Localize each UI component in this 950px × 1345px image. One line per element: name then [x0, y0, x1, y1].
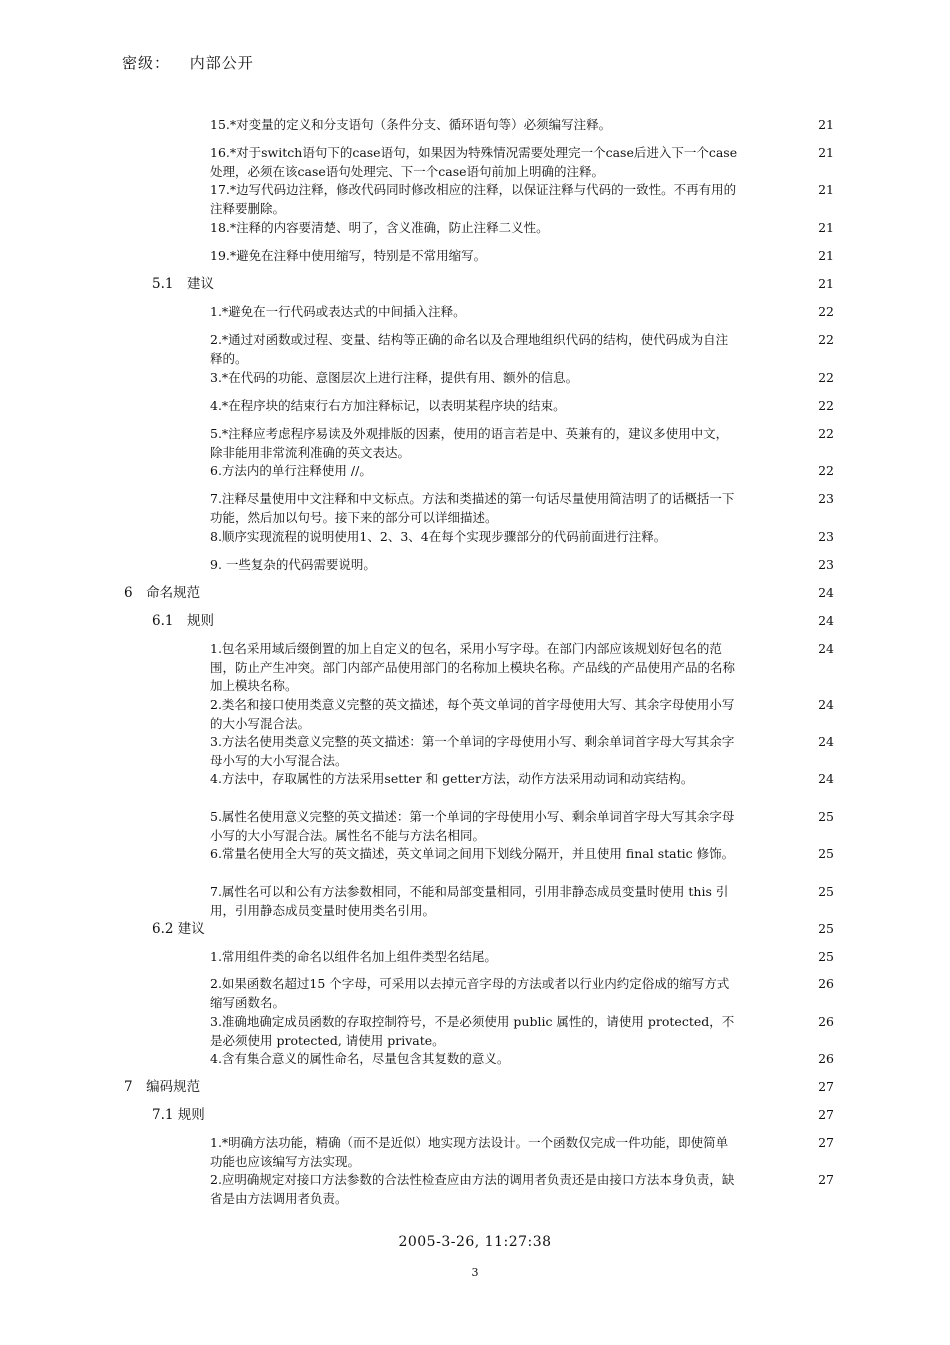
toc-entry-text: 6.常量名使用全大写的英文描述，英文单词之间用下划线分隔开，并且使用 final static 修饰。 — [210, 846, 735, 861]
toc-entry-page: 27 — [818, 1107, 834, 1122]
toc-entry-page: 22 — [818, 370, 834, 385]
toc-entry-page: 21 — [818, 145, 834, 160]
toc-entry-page: 21 — [818, 117, 834, 132]
toc-entry-text: 8.顺序实现流程的说明使用1、2、3、4在每个实现步骤部分的代码前面进行注释。 — [210, 529, 667, 544]
toc-entry-text: 17.*边写代码边注释，修改代码同时修改相应的注释，以保证注释与代码的一致性。不再有用的注释要删除。 — [210, 182, 737, 216]
toc-entry-text: 3.*在代码的功能、意图层次上进行注释，提供有用、额外的信息。 — [210, 370, 579, 385]
toc-entry-page: 23 — [818, 529, 834, 544]
toc-entry-text: 19.*避免在注释中使用缩写，特别是不常用缩写。 — [210, 248, 487, 263]
toc-entry-page: 22 — [818, 398, 834, 413]
toc-entry-page: 23 — [818, 491, 834, 506]
toc-entry[interactable] — [210, 1171, 740, 1208]
toc-entry-page: 21 — [818, 182, 834, 197]
footer-datetime: 2005-3-26, 11:27:38 — [398, 1234, 552, 1250]
toc-entry[interactable] — [152, 1106, 652, 1125]
toc-entry-text: 7.注释尽量使用中文注释和中文标点。方法和类描述的第一句话尽量使用简洁明了的话概括一下功能，然后加以句号。接下来的部分可以详细描述。 — [210, 491, 735, 525]
toc-entry[interactable] — [210, 640, 740, 696]
toc-entry[interactable] — [210, 696, 740, 733]
toc-entry-text: 3.方法名使用类意义完整的英文描述：第一个单词的字母使用小写、剩余单词首字母大写其余字母小写的大小写混合法。 — [210, 734, 735, 768]
toc-entry-text: 6.2 建议 — [152, 921, 205, 937]
toc-entry-page: 24 — [818, 613, 834, 628]
toc-entry[interactable] — [210, 462, 740, 481]
toc-entry[interactable] — [210, 331, 740, 368]
toc-entry[interactable] — [210, 733, 740, 770]
toc-entry-text: 6 命名规范 — [124, 585, 201, 601]
toc-entry[interactable] — [210, 181, 740, 218]
toc-entry-page: 26 — [818, 976, 834, 991]
toc-entry-text: 5.属性名使用意义完整的英文描述：第一个单词的字母使用小写、剩余单词首字母大写其余字母小写的大小写混合法。属性名不能与方法名相同。 — [210, 809, 735, 843]
toc-entry[interactable] — [210, 845, 740, 864]
toc-entry[interactable] — [124, 584, 684, 603]
toc-entry-page: 26 — [818, 1051, 834, 1066]
toc-entry-page: 23 — [818, 557, 834, 572]
toc-entry-page: 24 — [818, 734, 834, 749]
toc-entry-text: 15.*对变量的定义和分支语句（条件分支、循环语句等）必须编写注释。 — [210, 117, 612, 132]
toc-entry-page: 27 — [818, 1135, 834, 1150]
toc-entry-page: 25 — [818, 949, 834, 964]
footer-page-number: 3 — [471, 1266, 479, 1279]
toc-entry-page: 24 — [818, 697, 834, 712]
toc-entry-page: 26 — [818, 1014, 834, 1029]
toc-entry-page: 27 — [818, 1172, 834, 1187]
toc-entry[interactable] — [210, 770, 740, 789]
toc-entry-text: 1.常用组件类的命名以组件名加上组件类型名结尾。 — [210, 949, 497, 964]
toc-entry-page: 24 — [818, 771, 834, 786]
toc-entry[interactable] — [210, 490, 740, 527]
toc-entry-text: 2.类名和接口使用类意义完整的英文描述，每个英文单词的首字母使用大写、其余字母使用小写的大小写混合法。 — [210, 697, 735, 731]
toc-entry[interactable] — [210, 556, 740, 575]
toc-entry-page: 22 — [818, 426, 834, 441]
toc-entry-page: 25 — [818, 884, 834, 899]
toc-entry[interactable] — [152, 275, 652, 294]
toc-entry[interactable] — [210, 303, 740, 322]
toc-entry-text: 4.含有集合意义的属性命名，尽量包含其复数的意义。 — [210, 1051, 510, 1066]
toc-entry-text: 2.应明确规定对接口方法参数的合法性检查应由方法的调用者负责还是由接口方法本身负责，缺省是由方法调用者负责。 — [210, 1172, 735, 1206]
toc-entry-text: 2.*通过对函数或过程、变量、结构等正确的命名以及合理地组织代码的结构，使代码成为自注释的。 — [210, 332, 729, 366]
toc-entry-text: 1.*明确方法功能，精确（而不是近似）地实现方法设计。一个函数仅完成一件功能，即使简单功能也应该编写方法实现。 — [210, 1135, 729, 1169]
toc-entry[interactable] — [210, 975, 740, 1012]
toc-entry-text: 1.*避免在一行代码或表达式的中间插入注释。 — [210, 304, 466, 319]
toc-entry[interactable] — [210, 144, 740, 181]
toc-entry-text: 6.1 规则 — [152, 613, 214, 629]
toc-entry-page: 21 — [818, 248, 834, 263]
toc-entry-page: 25 — [818, 921, 834, 936]
toc-entry-text: 1.包名采用域后缀倒置的加上自定义的包名，采用小写字母。在部门内部应该规划好包名的范围，防止产生冲突。部门内部产品使用部门的名称加上模块名称。产品线的产品使用产品的名称加上模块名称。 — [210, 641, 736, 693]
toc-entry-text: 4.方法中，存取属性的方法采用setter 和 getter方法，动作方法采用动词和动宾结构。 — [210, 771, 694, 786]
toc-entry[interactable] — [152, 920, 652, 939]
toc-entry-page: 21 — [818, 220, 834, 235]
toc-entry-page: 22 — [818, 332, 834, 347]
classification-value: 内部公开 — [189, 54, 254, 72]
toc-entry-text: 6.方法内的单行注释使用 //。 — [210, 463, 372, 478]
toc-entry-page: 25 — [818, 846, 834, 861]
toc-entry-page: 25 — [818, 809, 834, 824]
toc-entry-page: 21 — [818, 276, 834, 291]
toc-entry[interactable] — [210, 948, 740, 967]
toc-entry[interactable] — [210, 219, 740, 238]
toc-entry[interactable] — [124, 1078, 684, 1097]
toc-entry-text: 16.*对于switch语句下的case语句，如果因为特殊情况需要处理完一个case后进入下一个case处理，必须在该case语句处理完、下一个case语句前加上明确的注释。 — [210, 145, 738, 179]
toc-entry[interactable] — [210, 808, 740, 845]
toc-entry[interactable] — [210, 528, 740, 547]
toc-entry-text: 18.*注释的内容要清楚、明了，含义准确，防止注释二义性。 — [210, 220, 549, 235]
toc-entry-text: 3.准确地确定成员函数的存取控制符号，不是必须使用 public 属性的，请使用 protected，不是必须使用 protected, 请使用 private。 — [210, 1014, 735, 1048]
toc-entry[interactable] — [210, 425, 740, 462]
classification-label: 密级： — [122, 54, 171, 72]
toc-entry-text: 5.*注释应考虑程序易读及外观排版的因素，使用的语言若是中、英兼有的，建议多使用中文，除非能用非常流利准确的英文表达。 — [210, 426, 729, 460]
toc-entry[interactable] — [210, 247, 740, 266]
classification-header — [122, 52, 254, 73]
toc-entry-page: 22 — [818, 463, 834, 478]
toc-entry-text: 4.*在程序块的结束行右方加注释标记，以表明某程序块的结束。 — [210, 398, 566, 413]
toc-entry[interactable] — [210, 116, 740, 135]
toc-entry-text: 7 编码规范 — [124, 1079, 201, 1095]
toc-entry[interactable] — [210, 1013, 740, 1050]
toc-entry[interactable] — [210, 397, 740, 416]
toc-entry-page: 22 — [818, 304, 834, 319]
toc-entry-text: 7.属性名可以和公有方法参数相同，不能和局部变量相同，引用非静态成员变量时使用 this 引用，引用静态成员变量时使用类名引用。 — [210, 884, 729, 918]
toc-entry-text: 9. 一些复杂的代码需要说明。 — [210, 557, 376, 572]
toc-entry[interactable] — [210, 369, 740, 388]
toc-entry-text: 2.如果函数名超过15 个字母，可采用以去掉元音字母的方法或者以行业内约定俗成的缩写方式缩写函数名。 — [210, 976, 730, 1010]
toc-entry[interactable] — [210, 1050, 740, 1069]
toc-entry-page: 24 — [818, 585, 834, 600]
toc-entry-page: 24 — [818, 641, 834, 656]
toc-entry[interactable] — [210, 883, 740, 920]
toc-entry-page: 27 — [818, 1079, 834, 1094]
toc-entry[interactable] — [152, 612, 652, 631]
toc-entry-text: 5.1 建议 — [152, 276, 214, 292]
toc-entry-text: 7.1 规则 — [152, 1107, 205, 1123]
toc-entry[interactable] — [210, 1134, 740, 1171]
